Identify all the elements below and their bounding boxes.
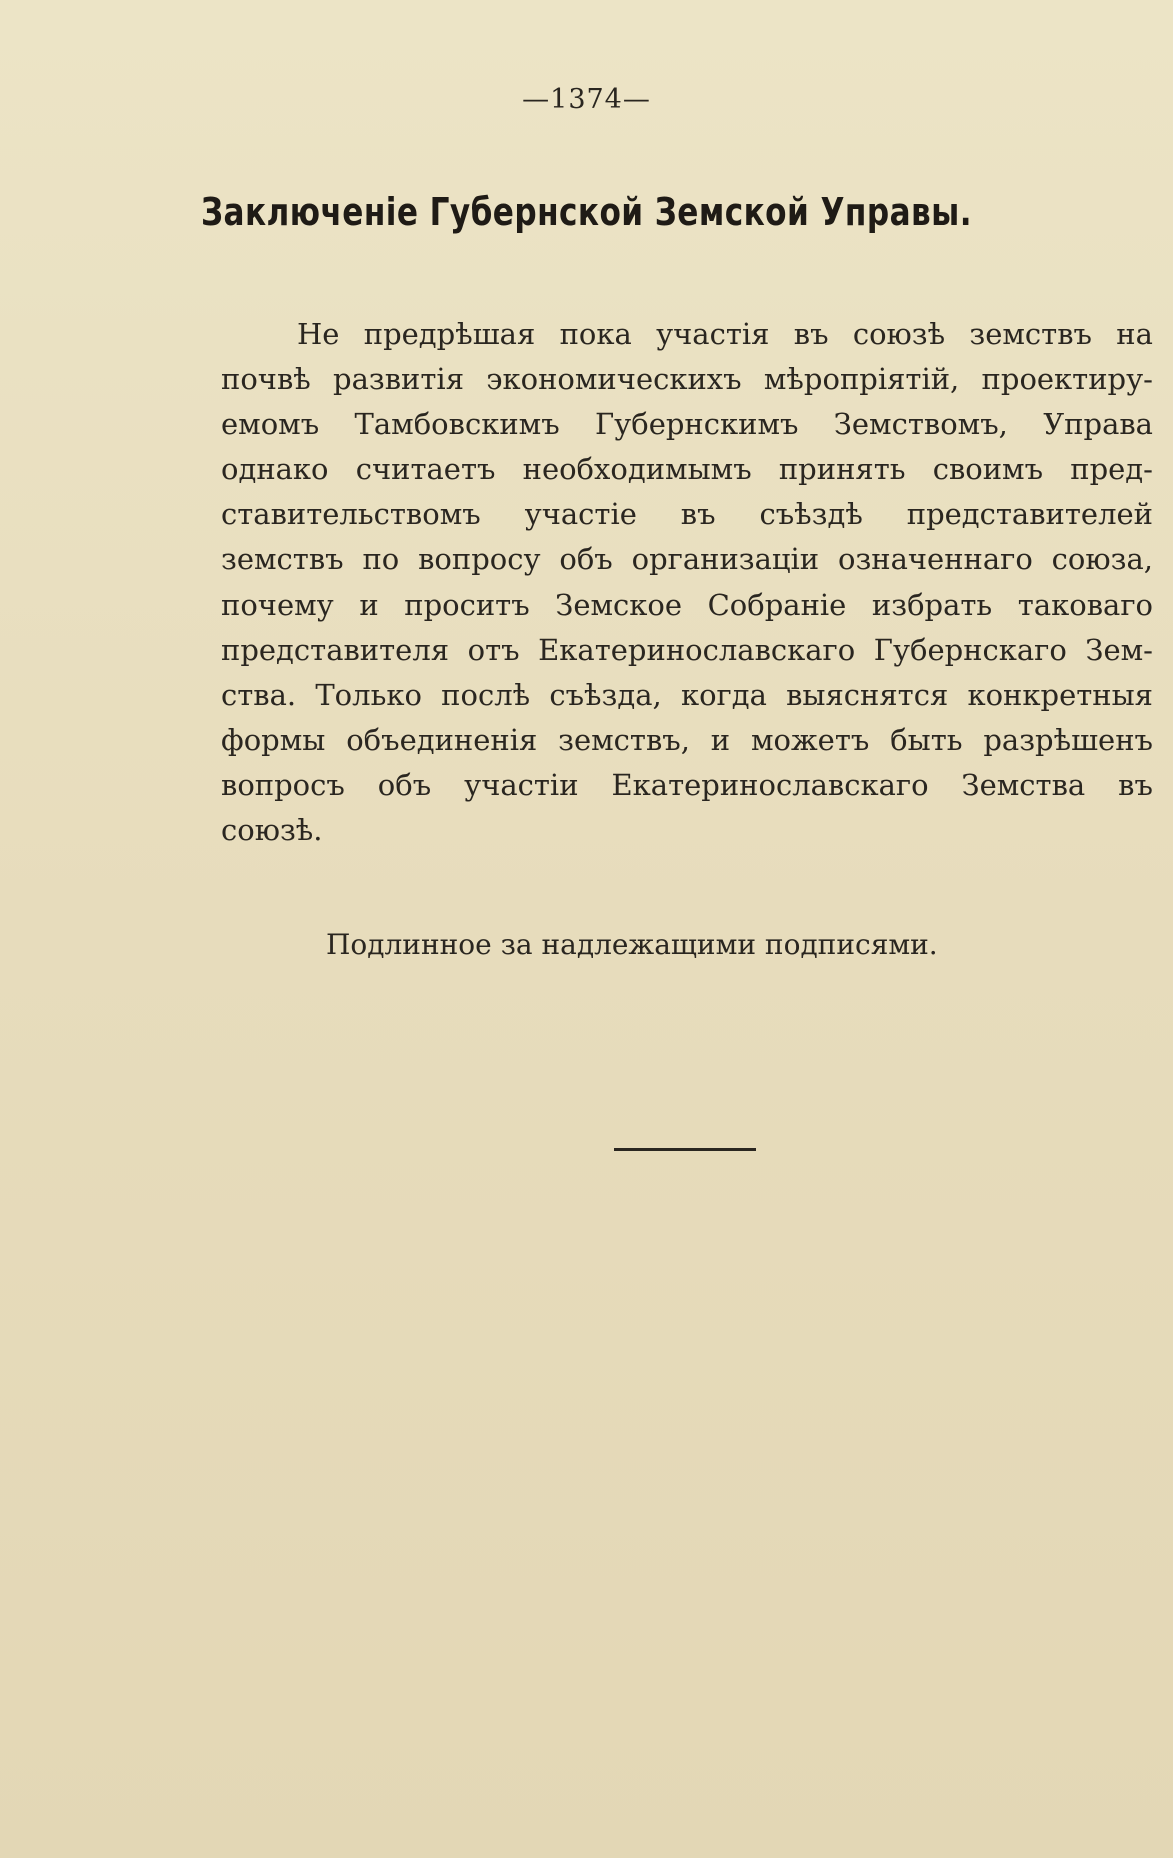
paragraph-word: когда bbox=[680, 677, 767, 712]
paragraph-word: выяснятся bbox=[786, 677, 949, 712]
paragraph-word: союзѣ bbox=[852, 317, 946, 351]
paragraph-word: въ bbox=[680, 497, 716, 532]
paragraph-line bbox=[221, 763, 1153, 808]
paragraph-line bbox=[221, 537, 1153, 582]
paragraph-word: Собраніе bbox=[707, 587, 847, 622]
paragraph-word: проектиру- bbox=[981, 362, 1153, 397]
paragraph-word: мѣропріятій, bbox=[763, 362, 960, 397]
paragraph-word: съѣзда, bbox=[549, 677, 662, 712]
conclusion-paragraph bbox=[221, 312, 1153, 853]
paragraph-word: пред- bbox=[1070, 452, 1153, 487]
section-title: Заключеніе Губернской Земской Управы. bbox=[200, 190, 972, 234]
paragraph-word: проситъ bbox=[404, 587, 530, 622]
paragraph-word: земствъ bbox=[221, 542, 344, 577]
paragraph-word: земствъ, bbox=[558, 722, 690, 757]
paragraph-word: объ bbox=[377, 767, 432, 802]
paragraph-line bbox=[221, 357, 1153, 402]
paragraph-word: необходимымъ bbox=[522, 452, 752, 487]
paragraph-word: по bbox=[362, 542, 400, 577]
paragraph-word: Губернскаго bbox=[873, 632, 1067, 667]
paragraph-word: считаетъ bbox=[355, 452, 496, 487]
paragraph-word: объединенія bbox=[346, 722, 538, 757]
paragraph-word: союза, bbox=[1051, 542, 1153, 577]
paragraph-word: участіи bbox=[464, 767, 579, 802]
paragraph-line bbox=[221, 492, 1153, 537]
paragraph-word: Управа bbox=[1043, 407, 1153, 442]
paragraph-word: формы bbox=[221, 722, 326, 757]
paragraph-word: и bbox=[710, 722, 731, 757]
paragraph-word: на bbox=[1116, 317, 1153, 351]
paragraph-word: почему bbox=[221, 587, 334, 622]
paragraph-word: представителя bbox=[221, 632, 450, 667]
paragraph-line bbox=[221, 312, 1153, 357]
paragraph-word: быть bbox=[890, 722, 963, 757]
paragraph-word: принять bbox=[778, 452, 906, 487]
paragraph-word: вопросу bbox=[418, 542, 541, 577]
paragraph-word: союзѣ. bbox=[221, 813, 323, 848]
paragraph-line bbox=[221, 402, 1153, 447]
paragraph-word: пока bbox=[559, 317, 632, 351]
paragraph-word: Екатеринославскаго bbox=[611, 767, 929, 802]
paragraph-word: участія bbox=[656, 317, 770, 351]
paragraph-word: въ bbox=[793, 317, 829, 351]
paragraph-line bbox=[221, 583, 1153, 628]
paragraph-word: представителей bbox=[906, 497, 1153, 532]
paragraph-word: таковаго bbox=[1017, 587, 1153, 622]
paragraph-word: ства. bbox=[221, 677, 297, 712]
paragraph-word: предрѣшая bbox=[363, 317, 536, 351]
paragraph-word: Земствомъ, bbox=[833, 407, 1008, 442]
paragraph-word: участіе bbox=[524, 497, 637, 532]
paragraph-word: послѣ bbox=[441, 677, 531, 712]
paragraph-word: Только bbox=[315, 677, 422, 712]
paragraph-line bbox=[221, 673, 1153, 718]
paragraph-line bbox=[221, 628, 1153, 673]
paragraph-word: вопросъ bbox=[221, 767, 345, 802]
page-number: —1374— bbox=[522, 84, 651, 115]
paragraph-word: Не bbox=[297, 317, 340, 351]
paragraph-word: почвѣ bbox=[221, 362, 311, 397]
paragraph-word: съѣздѣ bbox=[759, 497, 863, 532]
paragraph-word: однако bbox=[221, 452, 329, 487]
paragraph-word: экономическихъ bbox=[486, 362, 742, 397]
paragraph-word: отъ bbox=[467, 632, 520, 667]
paragraph-word: Зем- bbox=[1085, 632, 1153, 667]
paragraph-word: въ bbox=[1118, 767, 1153, 802]
paragraph-word: емомъ bbox=[221, 407, 320, 442]
paragraph-word: Екатеринославскаго bbox=[538, 632, 856, 667]
paragraph-word: Губернскимъ bbox=[594, 407, 799, 442]
paragraph-word: избрать bbox=[871, 587, 993, 622]
closing-rule bbox=[614, 1148, 756, 1151]
paragraph-line bbox=[221, 718, 1153, 763]
paragraph-word: организаціи bbox=[631, 542, 820, 577]
paragraph-word: земствъ bbox=[969, 317, 1092, 351]
signature-note: Подлинное за надлежащими подписями. bbox=[326, 928, 938, 961]
paragraph-line bbox=[221, 447, 1153, 492]
paragraph-word: можетъ bbox=[750, 722, 870, 757]
paragraph-word: своимъ bbox=[932, 452, 1044, 487]
paragraph-word: развитія bbox=[333, 362, 464, 397]
paragraph-word: Земства bbox=[961, 767, 1086, 802]
paragraph-word: означеннаго bbox=[837, 542, 1033, 577]
paragraph-word: Земское bbox=[555, 587, 683, 622]
paragraph-word: и bbox=[359, 587, 379, 622]
paragraph-line bbox=[221, 808, 1153, 853]
paragraph-word: конкретныя bbox=[967, 677, 1153, 712]
paragraph-word: Тамбовскимъ bbox=[354, 407, 560, 442]
paragraph-word: разрѣшенъ bbox=[983, 722, 1153, 757]
paragraph-word: ставительствомъ bbox=[221, 497, 481, 532]
paragraph-word: объ bbox=[559, 542, 613, 577]
